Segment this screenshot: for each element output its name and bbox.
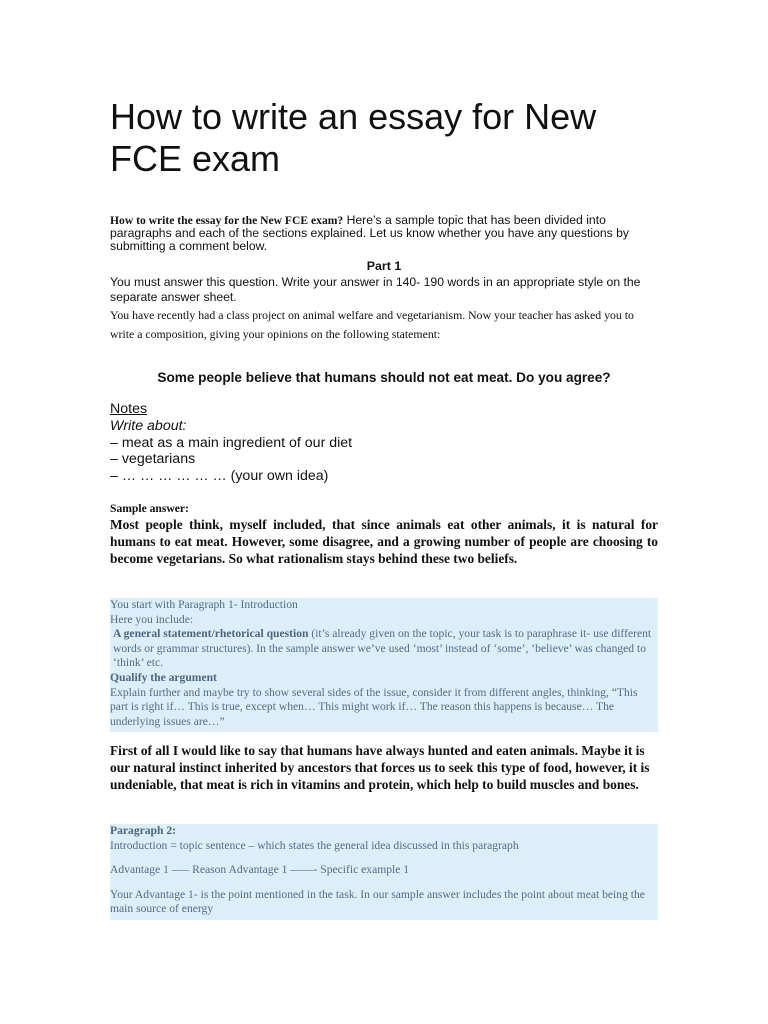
notes-item: – … … … … … … (your own idea): [110, 468, 329, 485]
part-context: You have recently had a class project on animal welfare and vegetarianism. Now your teacher has asked you to write a composition, giving your opinions on the following statement:: [110, 308, 634, 341]
spacer: [110, 878, 658, 888]
intro-lead: How to write the essay for the New FCE exam?: [110, 214, 344, 227]
paragraph-2-intro: Introduction = topic sentence – which states the general idea discussed in this paragraph: [110, 838, 519, 852]
explanation-box-paragraph-2: [110, 824, 658, 920]
advantage-text: Your Advantage 1- is the point mentioned in the task. In our sample answer includes the point about meat being the main source of energy: [110, 887, 645, 916]
paragraph-2-label: Paragraph 2:: [110, 824, 177, 837]
notes-item: – meat as a main ingredient of our diet: [110, 434, 353, 451]
general-statement-text: (it’s already given on the topic, your task is to paraphrase it- use different words or grammar structures). In the sample answer we’ve used ‘most’ instead of ‘some’, ‘believe’ was changed to ‘think’ etc.: [113, 627, 652, 670]
notes-title: Notes: [110, 401, 148, 417]
intro-text: Here’s a sample topic that has been divided into paragraphs and each of the sections explained. Let us know whether you have any questions by submitting a comment below.: [110, 213, 629, 253]
notes-section: [110, 401, 658, 485]
part-instruction: You must answer this question. Write your answer in 140- 190 words in an appropriate style on the separate answer sheet.: [110, 275, 641, 304]
notes-item: – vegetarians: [110, 451, 196, 468]
part-heading: Part 1: [366, 259, 402, 273]
explanation-box-paragraph-1: [110, 598, 658, 732]
general-statement-label: A general statement/rhetorical question: [113, 627, 309, 641]
advantage-chain: Advantage 1 ––– Reason Advantage 1 ––––- Specific example 1: [110, 863, 410, 877]
box-line: You start with Paragraph 1- Introduction: [110, 598, 298, 611]
general-statement-block: [110, 627, 658, 671]
box-line: Here you include:: [110, 612, 194, 626]
intro-paragraph: [110, 214, 658, 253]
page-title: How to write an essay for New FCE exam: [110, 96, 597, 179]
sample-answer-paragraph-2: First of all I would like to say that humans have always hunted and eaten animals. Maybe it is our natural instinct inherited by ancestors that forces us to seek this type of food, however, it is undeniable, that meat is rich in vitamins and protein, which help to build muscles and bones.: [110, 743, 650, 792]
qualify-text: Explain further and maybe try to show several sides of the issue, consider it from different angles, thinking, “This part is right if… This is true, except when… This might work if… The reason this happens is because… The underlying issues are…”: [110, 685, 638, 728]
sample-answer-label: Sample answer:: [110, 502, 189, 515]
sample-answer-paragraph-1: Most people think, myself included, that since animals eat other animals, it is natural for humans to eat meat. However, some disagree, and a growing number of people are choosing to become vegetarians. So what rationalism stays behind these two beliefs.: [110, 517, 658, 566]
write-about-label: Write about:: [110, 417, 187, 434]
spacer: [110, 853, 658, 863]
essay-statement: Some people believe that humans should not eat meat. Do you agree?: [157, 370, 611, 385]
qualify-label: Qualify the argument: [110, 670, 217, 684]
